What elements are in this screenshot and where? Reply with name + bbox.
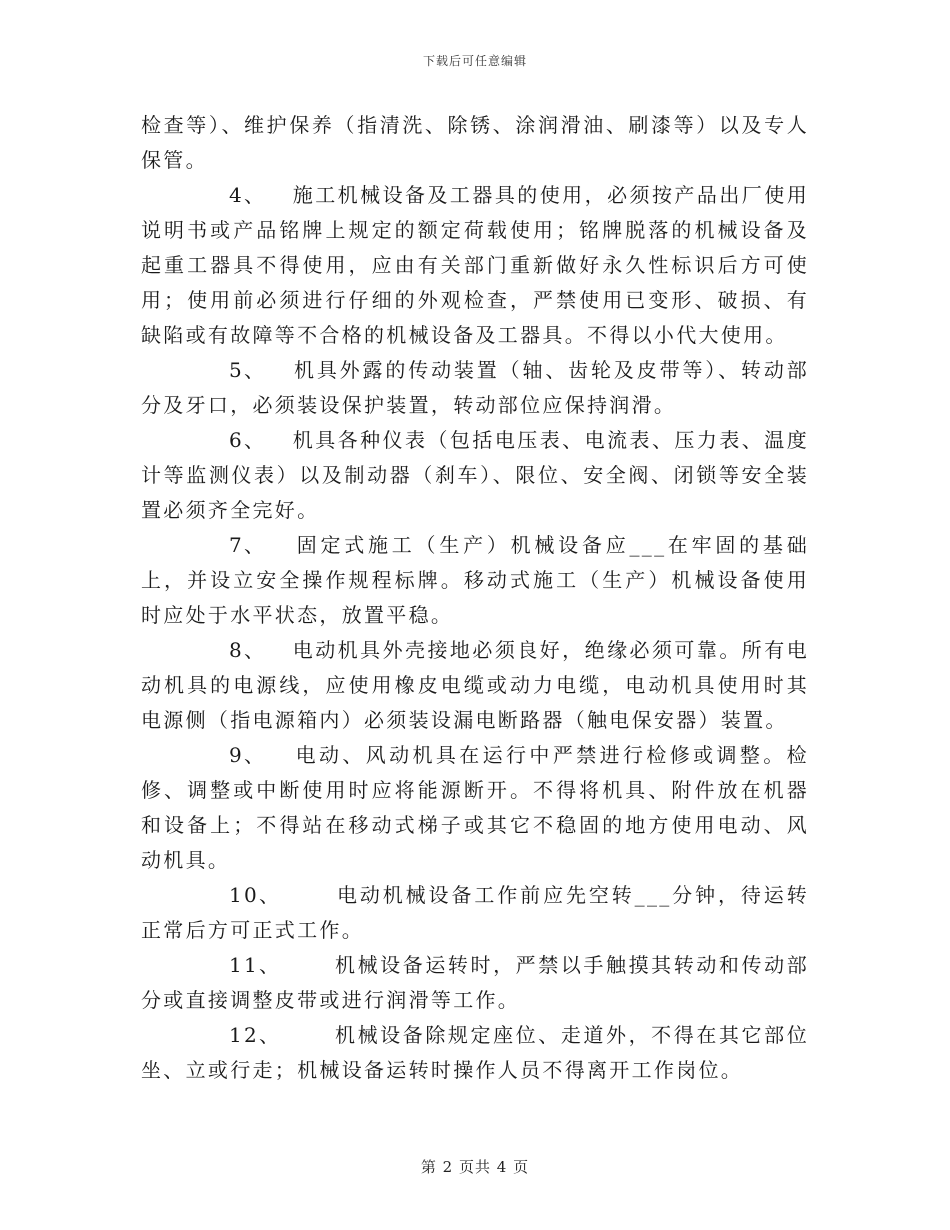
- item-gap: [266, 428, 292, 452]
- page-header: 下载后可任意编辑: [422, 54, 527, 68]
- item-gap: [281, 1023, 335, 1047]
- paragraph-text: 电动机具外壳接地必须良好，绝缘必须可靠。所有电动机具的电源线，应使用橡皮电缆或动力电缆，电动机具使用时其电源侧（指电源箱内）必须装设漏电断路器（触电保安器）装置。: [141, 638, 809, 732]
- paragraph-item-10: [141, 878, 809, 948]
- paragraph-item-7: [141, 528, 809, 633]
- paragraph-item-5: [141, 353, 809, 423]
- paragraph-continuation: [141, 108, 809, 178]
- item-gap: [281, 953, 335, 977]
- item-number: 6、: [229, 428, 267, 452]
- item-number: 8、: [229, 638, 267, 662]
- item-number: 9、: [229, 743, 267, 767]
- item-number: 5、: [229, 358, 267, 382]
- item-gap: [266, 533, 296, 557]
- item-number: 4、: [229, 183, 267, 207]
- paragraph-text: 电动机械设备工作前应先空转___分钟，待运转正常后方可正式工作。: [141, 883, 809, 942]
- paragraph-item-8: [141, 633, 809, 738]
- paragraph-item-11: [141, 948, 809, 1018]
- paragraph-item-12: [141, 1018, 809, 1088]
- item-number: 7、: [229, 533, 267, 557]
- paragraph-text: 机械设备除规定座位、走道外，不得在其它部位坐、立或行走；机械设备运转时操作人员不得离开工作岗位。: [141, 1023, 809, 1082]
- page-footer: 第 2 页共 4 页: [420, 1158, 530, 1176]
- item-gap: [266, 183, 292, 207]
- paragraph-item-4: [141, 178, 809, 353]
- paragraph-text: 固定式施工（生产）机械设备应___在牢固的基础上，并设立安全操作规程标牌。移动式施工（生产）机械设备使用时应处于水平状态，放置平稳。: [141, 533, 809, 627]
- paragraph-item-9: [141, 738, 809, 878]
- item-number: 10、: [229, 883, 282, 907]
- paragraph-text: 机具外露的传动装置（轴、齿轮及皮带等）、转动部分及牙口，必须装设保护装置，转动部位应保持润滑。: [141, 358, 809, 417]
- paragraph-text: 施工机械设备及工器具的使用，必须按产品出厂使用说明书或产品铭牌上规定的额定荷载使用；铭牌脱落的机械设备及起重工器具不得使用，应由有关部门重新做好永久性标识后方可使用；使用前必须进行仔细的外观检查，严禁使用已变形、破损、有缺陷或有故障等不合格的机械设备及工器具。不得以小代大使用。: [141, 183, 809, 347]
- item-gap: [266, 638, 292, 662]
- document-body: [141, 108, 809, 1088]
- paragraph-text: 机械设备运转时，严禁以手触摸其转动和传动部分或直接调整皮带或进行润滑等工作。: [141, 953, 809, 1012]
- item-number: 12、: [229, 1023, 282, 1047]
- paragraph-text: 检查等）、维护保养（指清洗、除锈、涂润滑油、刷漆等）以及专人保管。: [141, 113, 809, 172]
- item-gap: [266, 743, 295, 767]
- paragraph-item-6: [141, 423, 809, 528]
- item-gap: [281, 883, 337, 907]
- paragraph-text: 电动、风动机具在运行中严禁进行检修或调整。检修、调整或中断使用时应将能源断开。不得将机具、附件放在机器和设备上；不得站在移动式梯子或其它不稳固的地方使用电动、风动机具。: [141, 743, 809, 872]
- item-number: 11、: [229, 953, 282, 977]
- paragraph-text: 机具各种仪表（包括电压表、电流表、压力表、温度计等监测仪表）以及制动器（刹车）、限位、安全阀、闭锁等安全装置必须齐全完好。: [141, 428, 809, 522]
- item-gap: [266, 358, 294, 382]
